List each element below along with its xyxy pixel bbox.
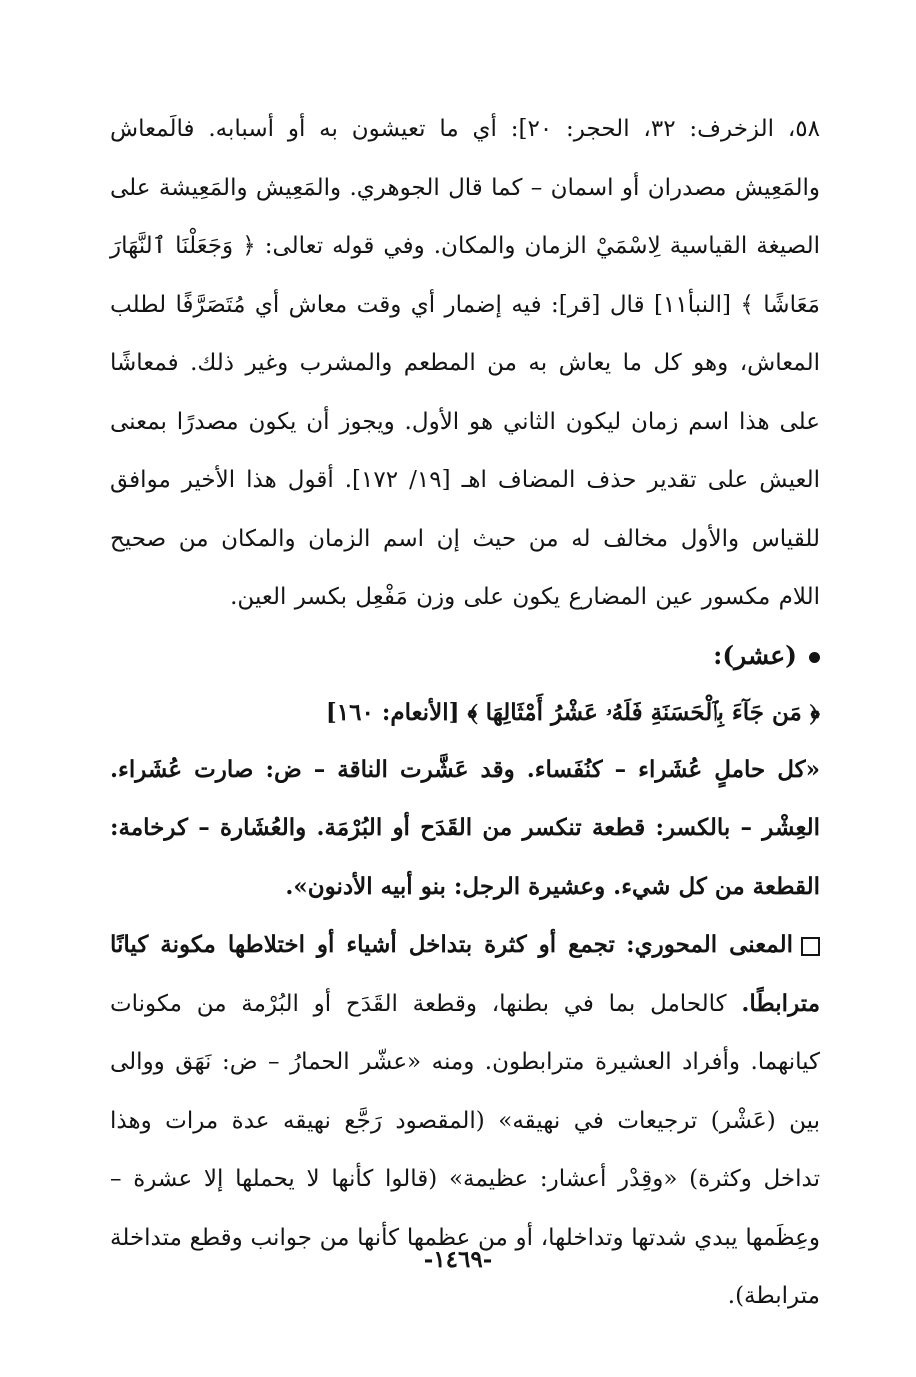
- core-meaning-explanation: كالحامل بما في بطنها، وقطعة القَدَح أو البُرْمة من مكونات كيانهما. وأفراد العشيرة مترابطون. ومنه «عشّر الحمارُ – ض: نَهَق ووالى بين (عَشْر) ترجيعات في نهيقه» (المقصود رَجَّع نهيقه عدة مرات وهذا تداخل وكثرة) «وقِدْر أعشار: عظيمة» (قالوا كأنها لا يحملها إلا عشرة – وعِظَمها يبدي شدتها وتداخلها، أو من عظمها كأنها من جوانب وقطع متداخلة مترابطة).: [110, 990, 820, 1309]
- paragraph-intro: ٥٨، الزخرف: ٣٢، الحجر: ٢٠]: أي ما تعيشون به أو أسبابه. فالَمعاش والمَعِيش مصدران أو اسمان – كما قال الجوهري. والمَعِيش والمَعِيشة على الصيغة القياسية لِاسْمَيْ الزمان والمكان. وفي قوله تعالى: ﴿ وَجَعَلْنَا ٱلنَّهَارَ مَعَاشًا ﴾ [النبأ١١] قال [قر]: فيه إضمار أي وقت معاش أي مُتَصَرَّفًا لطلب المعاش، وهو كل ما يعاش به من المطعم والمشرب وغير ذلك. فمعاشًا على هذا اسم زمان ليكون الثاني هو الأول. ويجوز أن يكون مصدرًا بمعنى العيش على تقدير حذف المضاف اهـ [١٩/ ١٧٢]. أقول هذا الأخير موافق للقياس والأول مخالف له من حيث إن اسم الزمان والمكان من صحيح اللام مكسور عين المضارع يكون على وزن مَفْعِل بكسر العين.: [110, 116, 821, 610]
- core-meaning-definition: تجمع أو كثرة بتداخل أشياء أو اختلاطها مكونة كيانًا مترابطًا.: [110, 931, 821, 1017]
- page-number: -١٤٦٩-: [423, 1246, 493, 1273]
- square-box-icon: [801, 937, 820, 956]
- bullet-icon: [809, 652, 820, 663]
- section-heading-text: (عشر):: [713, 640, 797, 670]
- core-meaning-label: المعنى المحوري:: [626, 931, 794, 958]
- quran-verse: ﴿ مَن جَآءَ بِٱلْحَسَنَةِ فَلَهُۥ عَشْرُ أَمْثَالِهَا ﴾ [الأنعام: ١٦٠]: [325, 698, 820, 726]
- section-heading: [110, 627, 820, 685]
- page-body: [110, 100, 820, 1326]
- dictionary-definition: «كل حاملٍ عُشَراء – كنُفَساء. وقد عَشَّرت الناقة – ض: صارت عُشَراء. العِشْر – بالكسر: قطعة تنكسر من القَدَح أو البُرْمَة. والعُشَارة – كرخامة: القطعة من كل شيء. وعشيرة الرجل: بنو أبيه الأدنون».: [110, 755, 820, 900]
